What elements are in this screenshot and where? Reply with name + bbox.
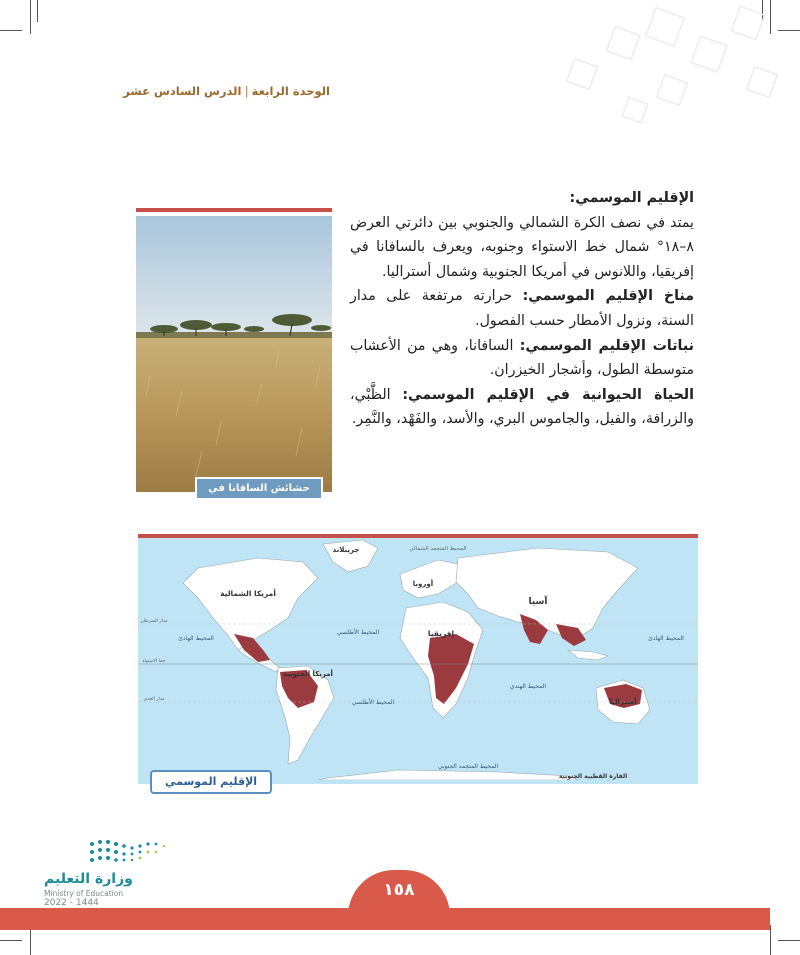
photo-caption: حشائش السافانا في إفريقيا bbox=[195, 477, 323, 500]
label-pacific-left: المحيط الهادئ bbox=[178, 635, 214, 642]
label-asia: آسيا bbox=[528, 597, 548, 607]
label-southern-ocean: المحيط المتجمد الجنوبي bbox=[437, 763, 499, 770]
label-africa: إفريقيا bbox=[427, 629, 455, 638]
label-australia: أستراليا bbox=[609, 698, 637, 706]
decorative-pattern bbox=[460, 0, 800, 140]
unit-title: الوحدة الرابعة bbox=[251, 84, 330, 98]
antarctica-shape bbox=[318, 770, 578, 780]
ministry-name-en: Ministry of Education bbox=[44, 889, 124, 898]
climate-paragraph bbox=[350, 284, 694, 333]
page-number: ١٥٨ bbox=[383, 880, 415, 900]
climate-label: مناخ الإقليم الموسمي: bbox=[522, 288, 694, 305]
crop-mark bbox=[778, 940, 800, 941]
plants-label: نباتات الإقليم الموسمي: bbox=[519, 337, 694, 354]
label-south-america: أمريكا الجنوبية bbox=[283, 670, 333, 678]
section-title: الإقليم الموسمي: bbox=[569, 190, 694, 206]
greenland-shape bbox=[323, 540, 378, 572]
label-tropic-cancer: مدار السرطان bbox=[140, 619, 168, 624]
label-indian-ocean: المحيط الهندي bbox=[509, 683, 547, 690]
label-antarctica: القارة القطبية الجنوبية bbox=[558, 773, 628, 780]
indonesia-shape bbox=[568, 650, 608, 660]
crop-mark bbox=[770, 925, 771, 955]
header-separator: | bbox=[244, 84, 249, 98]
article-body bbox=[350, 186, 694, 432]
label-pacific-right: المحيط الهادئ bbox=[648, 635, 684, 642]
plants-paragraph bbox=[350, 334, 694, 383]
intro-paragraph: يمتد في نصف الكرة الشمالي والجنوبي بين دائرتي العرض ٨–١٨° شمال خط الاستواء وجنوبه، ويعرف بالسافانا في إفريقيا، واللانوس في أمريكا الجنوبية وشمال أستراليا. bbox=[350, 214, 694, 280]
world-map bbox=[138, 534, 698, 784]
crop-mark bbox=[0, 940, 22, 941]
animals-text: الظَّبْي، والزرافة، والفيل، والجاموس البري، والأسد، والفَهْد، والنَّمِر. bbox=[350, 386, 694, 428]
label-tropic-capricorn: مدار الجدي bbox=[143, 697, 165, 702]
label-arctic-ocean: المحيط المتجمد الشمالي bbox=[409, 546, 467, 552]
label-north-america: أمريكا الشمالية bbox=[220, 589, 276, 598]
plants-text: السافانا، وهي من الأعشاب متوسطة الطول، وأشجار الخيزران. bbox=[350, 337, 694, 379]
map-caption: الإقليم الموسمي bbox=[150, 770, 272, 794]
animals-paragraph bbox=[350, 383, 694, 432]
label-europe: أوروبا bbox=[412, 580, 434, 588]
crop-mark bbox=[37, 0, 38, 22]
label-atlantic-south: المحيط الأطلسي bbox=[351, 699, 395, 706]
asia-shape bbox=[456, 548, 638, 638]
label-greenland: جرينلاند bbox=[332, 546, 360, 554]
crop-mark bbox=[30, 0, 31, 34]
label-atlantic-north: المحيط الأطلسي bbox=[336, 629, 380, 636]
savanna-photo-frame bbox=[136, 208, 332, 502]
animals-label: الحياة الحيوانية في الإقليم الموسمي: bbox=[402, 386, 694, 403]
page-header bbox=[123, 84, 330, 98]
savanna-photo bbox=[136, 216, 332, 492]
crop-mark bbox=[0, 30, 22, 31]
lesson-title: الدرس السادس عشر bbox=[123, 84, 242, 98]
label-equator: خط الاستواء bbox=[142, 659, 166, 664]
edition-year: 2022 - 1444 bbox=[44, 898, 99, 908]
map-svg bbox=[138, 538, 698, 780]
ministry-name-ar: وزارة التعليم bbox=[44, 871, 133, 887]
climate-text: حرارته مرتفعة على مدار السنة، ونزول الأمطار حسب الفصول. bbox=[350, 288, 694, 329]
